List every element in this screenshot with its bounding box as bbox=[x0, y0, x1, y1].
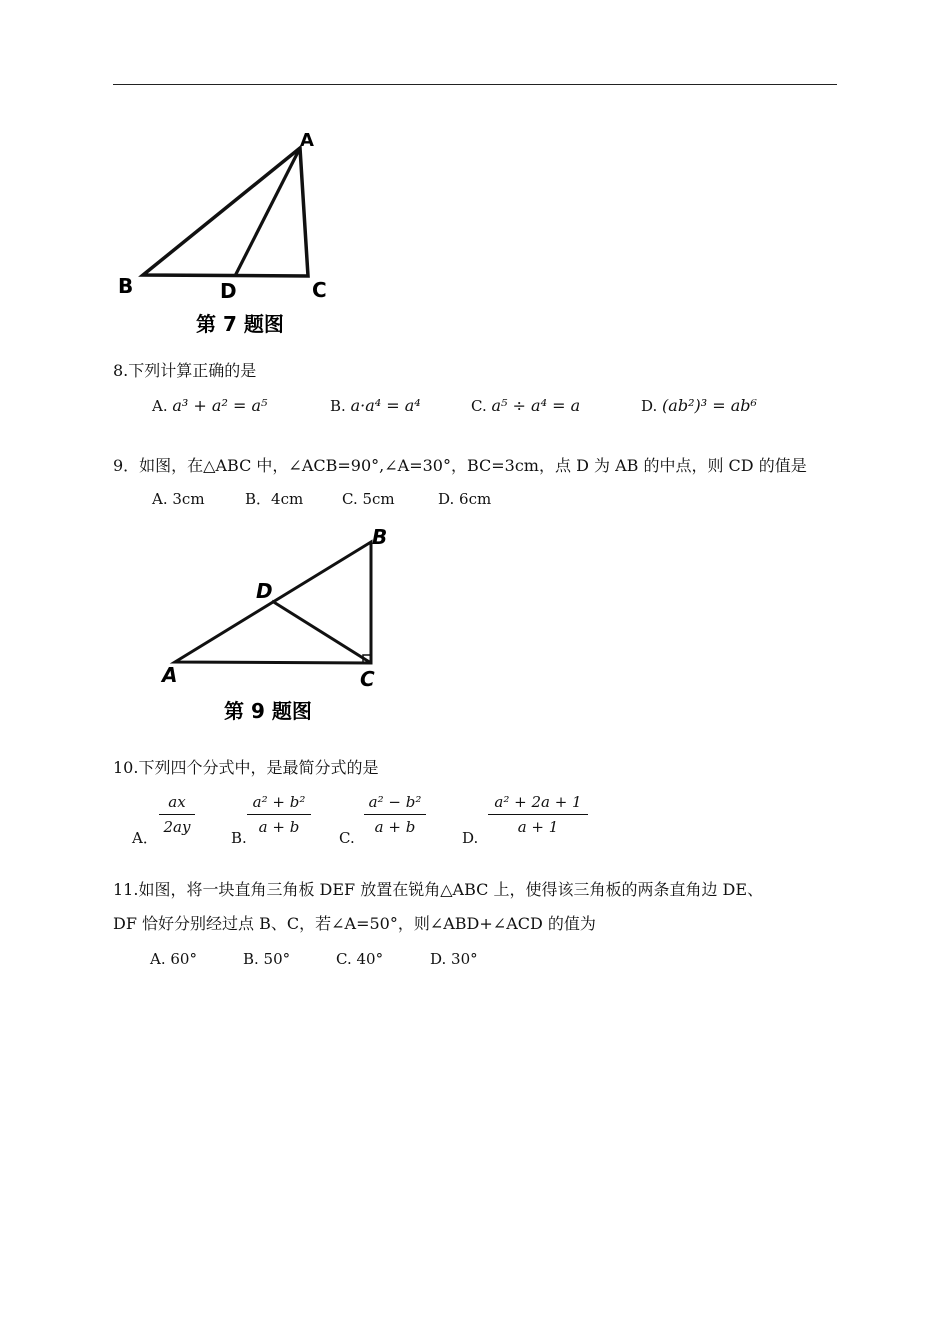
label-d: D bbox=[220, 279, 237, 303]
option-letter: A. bbox=[152, 397, 168, 415]
q11-option-d: D. 30° bbox=[430, 950, 478, 968]
q8-option-b bbox=[330, 396, 421, 416]
q11-option-a: A. 60° bbox=[150, 950, 197, 968]
denominator: 2ay bbox=[163, 818, 191, 836]
denominator: a + 1 bbox=[517, 818, 559, 836]
q11-option-c: C. 40° bbox=[336, 950, 384, 968]
q9-option-b: B．4cm bbox=[245, 490, 304, 508]
q10-option-d-letter: D. bbox=[462, 829, 479, 847]
q10-option-d-fraction bbox=[488, 792, 588, 837]
q11-option-b: B. 50° bbox=[243, 950, 291, 968]
label-c: C bbox=[360, 667, 375, 691]
label-a: A bbox=[300, 130, 314, 151]
figure-caption: 第 7 题图 bbox=[196, 312, 284, 336]
denominator: a + b bbox=[258, 818, 300, 836]
label-b: B bbox=[372, 525, 388, 549]
numerator: a² + b² bbox=[252, 793, 306, 811]
q8-option-c bbox=[471, 396, 580, 416]
figure-q9 bbox=[150, 520, 410, 730]
q8-option-a bbox=[152, 396, 267, 416]
q10-option-c-letter: C. bbox=[339, 829, 355, 847]
option-expression: a³ + a² = a⁵ bbox=[172, 396, 268, 415]
figure-q7 bbox=[110, 120, 340, 342]
triangle-abc bbox=[143, 148, 308, 276]
q8-option-d bbox=[641, 396, 757, 416]
label-c: C bbox=[312, 278, 327, 302]
option-expression: a⁵ ÷ a⁴ = a bbox=[491, 396, 581, 415]
question-9-stem: 9．如图，在△ABC 中，∠ACB=90°,∠A=30°，BC=3cm，点 D 为 AB 的中点，则 CD 的值是 bbox=[113, 456, 807, 475]
q10-option-b-letter: B. bbox=[231, 829, 247, 847]
numerator: a² + 2a + 1 bbox=[494, 793, 582, 811]
numerator: ax bbox=[168, 793, 186, 811]
denominator: a + b bbox=[374, 818, 416, 836]
option-expression: (ab²)³ = ab⁶ bbox=[662, 396, 757, 415]
label-b: B bbox=[118, 274, 134, 298]
right-triangle-diagram bbox=[150, 520, 410, 730]
label-a: A bbox=[162, 663, 178, 687]
figure-caption: 第 9 题图 bbox=[224, 699, 312, 723]
q10-option-c-fraction bbox=[364, 792, 426, 837]
option-letter: D. bbox=[641, 397, 658, 415]
fraction-bar bbox=[488, 814, 588, 815]
fraction-bar bbox=[364, 814, 426, 815]
question-8-stem: 8.下列计算正确的是 bbox=[113, 361, 257, 380]
option-letter: B. bbox=[330, 397, 346, 415]
option-expression: a·a⁴ = a⁴ bbox=[350, 396, 421, 415]
question-11-line-1: 11.如图，将一块直角三角板 DEF 放置在锐角△ABC 上，使得该三角板的两条直角边 DE、 bbox=[113, 880, 764, 899]
segment-cd bbox=[272, 601, 371, 663]
segment-ad bbox=[235, 148, 300, 276]
question-11-line-2: DF 恰好分别经过点 B、C，若∠A=50°，则∠ABD+∠ACD 的值为 bbox=[113, 914, 596, 933]
option-letter: C. bbox=[471, 397, 487, 415]
q9-option-a: A. 3cm bbox=[152, 490, 205, 508]
q9-option-c: C. 5cm bbox=[342, 490, 395, 508]
q10-option-a-letter: A． bbox=[132, 829, 158, 847]
q10-option-a-fraction bbox=[159, 792, 195, 837]
question-10-stem: 10.下列四个分式中，是最简分式的是 bbox=[113, 758, 379, 777]
numerator: a² − b² bbox=[368, 793, 422, 811]
label-d: D bbox=[256, 579, 273, 603]
fraction-bar bbox=[247, 814, 311, 815]
q10-option-b-fraction bbox=[247, 792, 311, 837]
triangle-abc-diagram bbox=[110, 120, 340, 342]
q9-option-d: D. 6cm bbox=[438, 490, 492, 508]
fraction-bar bbox=[159, 814, 195, 815]
header-rule bbox=[113, 84, 837, 85]
